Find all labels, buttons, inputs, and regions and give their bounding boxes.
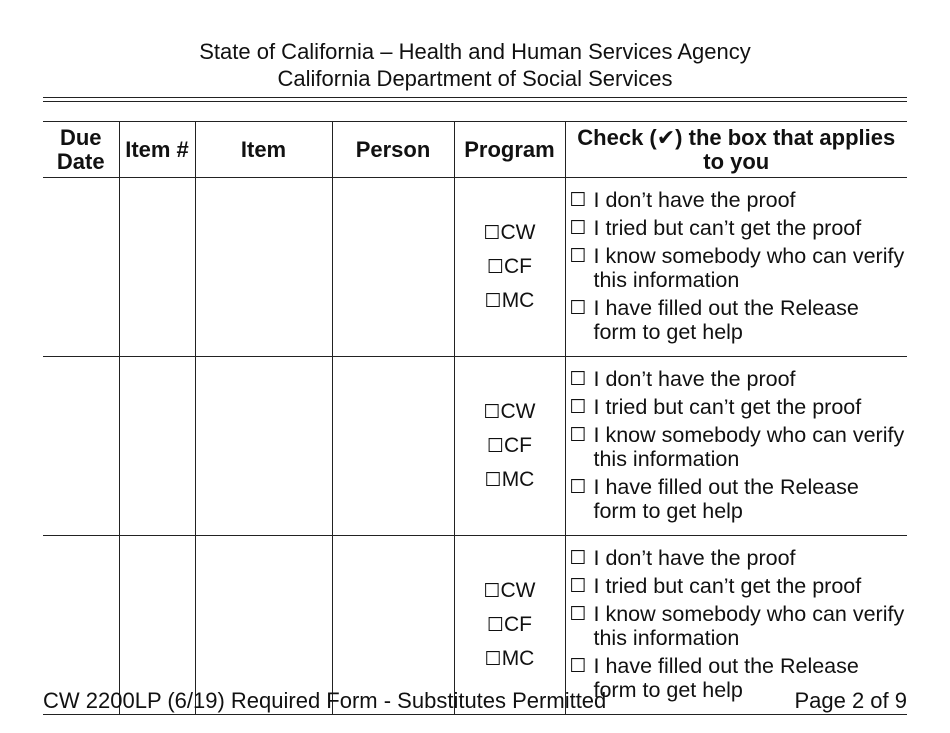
form-footer (43, 688, 907, 714)
program-label: MC (501, 468, 535, 491)
option-label: I have filled out the Release form to get help (593, 475, 859, 523)
column-header-check: Check (✔) the box that applies to you (565, 122, 907, 178)
header-divider-top (43, 97, 907, 98)
checkbox-icon[interactable]: ☐ (569, 217, 587, 239)
option-label: I know somebody who can verify this information (593, 244, 905, 292)
checkbox-icon[interactable]: ☐ (569, 396, 587, 418)
applies-option[interactable] (570, 188, 908, 212)
person-cell[interactable] (332, 178, 454, 357)
option-label: I know somebody who can verify this information (593, 602, 905, 650)
applies-cell (565, 178, 907, 357)
checkbox-icon[interactable]: ☐ (484, 648, 502, 670)
program-label: MC (501, 289, 535, 312)
column-header-item: Item (195, 122, 332, 178)
table-header-row (43, 122, 907, 178)
checkbox-icon[interactable]: ☐ (569, 476, 587, 498)
applies-option[interactable] (570, 574, 908, 598)
applies-option[interactable] (570, 296, 908, 344)
checkbox-icon[interactable]: ☐ (484, 469, 502, 491)
option-label: I tried but can’t get the proof (593, 574, 862, 598)
form-id: CW 2200LP (6/19) Required Form - Substitutes Permitted (43, 688, 607, 713)
program-label: MC (501, 647, 535, 670)
program-checkbox-mc[interactable] (455, 642, 565, 676)
option-label: I don’t have the proof (593, 188, 796, 212)
item-cell[interactable] (195, 357, 332, 536)
column-header-person: Person (332, 122, 454, 178)
table-row (43, 357, 907, 536)
program-checkbox-mc[interactable] (455, 463, 565, 497)
applies-option[interactable] (570, 602, 908, 650)
checkbox-icon[interactable]: ☐ (569, 655, 587, 677)
checkbox-icon[interactable]: ☐ (569, 245, 587, 267)
program-checkbox-cw[interactable] (455, 395, 565, 429)
page-number: Page 2 of 9 (794, 688, 907, 713)
checkbox-icon[interactable]: ☐ (486, 614, 505, 636)
checkbox-icon[interactable]: ☐ (484, 290, 502, 312)
program-checkbox-cf[interactable] (455, 608, 565, 642)
checkbox-icon[interactable]: ☐ (483, 222, 501, 244)
verification-table (43, 121, 907, 715)
checkbox-icon[interactable]: ☐ (569, 297, 587, 319)
program-label: CW (500, 400, 536, 423)
applies-option[interactable] (570, 395, 908, 419)
checkbox-icon[interactable]: ☐ (569, 424, 587, 446)
option-label: I know somebody who can verify this information (593, 423, 905, 471)
header-divider-bottom (43, 101, 907, 102)
department-title: California Department of Social Services (277, 66, 673, 91)
applies-option[interactable] (570, 216, 908, 240)
checkbox-icon[interactable]: ☐ (569, 603, 587, 625)
checkbox-icon[interactable]: ☐ (486, 256, 505, 278)
column-header-due-date: Due Date (43, 122, 119, 178)
program-checkbox-cw[interactable] (455, 216, 565, 250)
column-header-item-number: Item # (119, 122, 195, 178)
applies-option[interactable] (570, 244, 908, 292)
checkbox-icon[interactable]: ☐ (569, 547, 587, 569)
due-date-cell[interactable] (43, 357, 119, 536)
column-header-program: Program (454, 122, 565, 178)
program-label: CW (500, 579, 536, 602)
form-header (0, 38, 950, 92)
checkbox-icon[interactable]: ☐ (569, 368, 587, 390)
applies-cell (565, 357, 907, 536)
item-cell[interactable] (195, 178, 332, 357)
option-label: I tried but can’t get the proof (593, 216, 862, 240)
program-label: CW (500, 221, 536, 244)
program-checkbox-cf[interactable] (455, 250, 565, 284)
option-label: I don’t have the proof (593, 546, 796, 570)
due-date-cell[interactable] (43, 178, 119, 357)
agency-title: State of California – Health and Human Services Agency (199, 39, 751, 64)
checkbox-icon[interactable]: ☐ (569, 575, 587, 597)
program-cell (454, 357, 565, 536)
option-label: I don’t have the proof (593, 367, 796, 391)
table-row (43, 178, 907, 357)
program-label: CF (504, 434, 533, 457)
item-number-cell[interactable] (119, 357, 195, 536)
option-label: I tried but can’t get the proof (593, 395, 862, 419)
person-cell[interactable] (332, 357, 454, 536)
applies-option[interactable] (570, 423, 908, 471)
checkbox-icon[interactable]: ☐ (486, 435, 505, 457)
applies-option[interactable] (570, 475, 908, 523)
item-number-cell[interactable] (119, 178, 195, 357)
program-checkbox-mc[interactable] (455, 284, 565, 318)
checkbox-icon[interactable]: ☐ (483, 401, 501, 423)
applies-option[interactable] (570, 367, 908, 391)
program-label: CF (504, 255, 533, 278)
checkbox-icon[interactable]: ☐ (483, 580, 501, 602)
program-label: CF (504, 613, 533, 636)
program-checkbox-cw[interactable] (455, 574, 565, 608)
program-checkbox-cf[interactable] (455, 429, 565, 463)
checkbox-icon[interactable]: ☐ (569, 189, 587, 211)
program-cell (454, 178, 565, 357)
applies-option[interactable] (570, 546, 908, 570)
option-label: I have filled out the Release form to get help (593, 654, 859, 702)
option-label: I have filled out the Release form to get help (593, 296, 859, 344)
